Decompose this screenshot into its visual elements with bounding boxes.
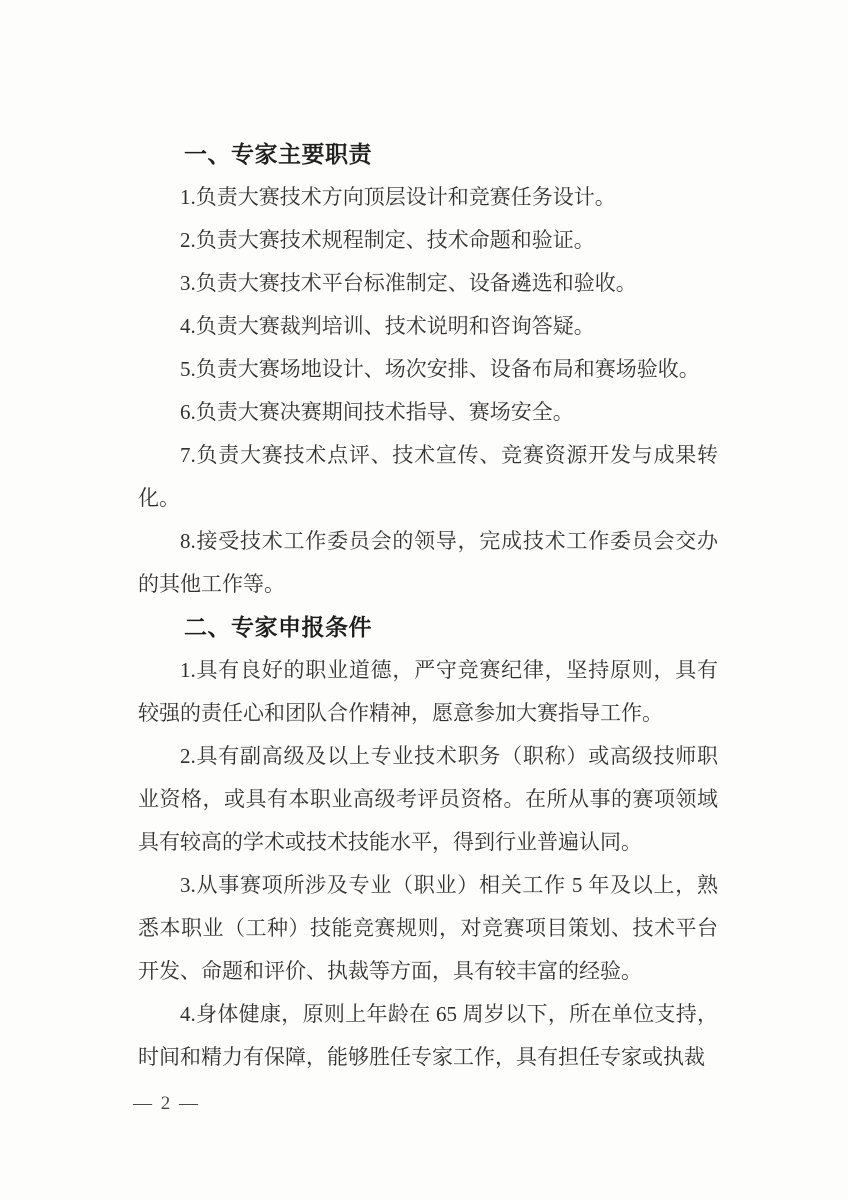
condition-item-4: 4.身体健康，原则上年龄在 65 周岁以下，所在单位支持，时间和精力有保障，能够胜任专家工作，具有担任专家或执裁 <box>138 1002 718 1069</box>
condition-item-1: 1.具有良好的职业道德，严守竞赛纪律，坚持原则，具有较强的责任心和团队合作精神，愿意参加大赛指导工作。 <box>138 658 718 725</box>
duty-item-4: 4.负责大赛裁判培训、技术说明和咨询答疑。 <box>180 314 595 338</box>
condition-item-3: 3.从事赛项所涉及专业（职业）相关工作 5 年及以上，熟悉本职业（工种）技能竞赛规则，对竞赛项目策划、技术平台开发、命题和评价、执裁等方面，具有较丰富的经验。 <box>138 873 718 983</box>
duty-item-6: 6.负责大赛决赛期间技术指导、赛场安全。 <box>180 400 574 424</box>
page-number: — 2 — <box>133 1093 200 1114</box>
section-heading-application-conditions: 二、专家申报条件 <box>184 614 372 640</box>
duty-item-1: 1.负责大赛技术方向顶层设计和竞赛任务设计。 <box>180 185 616 209</box>
duty-item-8: 8.接受技术工作委员会的领导，完成技术工作委员会交办的其他工作等。 <box>138 529 718 596</box>
duty-item-3: 3.负责大赛技术平台标准制定、设备遴选和验收。 <box>180 271 637 295</box>
duty-item-5: 5.负责大赛场地设计、场次安排、设备布局和赛场验收。 <box>180 357 700 381</box>
section-heading-main-duties: 一、专家主要职责 <box>184 141 372 167</box>
duty-item-2: 2.负责大赛技术规程制定、技术命题和验证。 <box>180 228 595 252</box>
condition-item-2: 2.具有副高级及以上专业技术职务（职称）或高级技师职业资格，或具有本职业高级考评员资格。在所从事的赛项领域具有较高的学术或技术技能水平，得到行业普遍认同。 <box>138 744 718 854</box>
duty-item-7: 7.负责大赛技术点评、技术宣传、竞赛资源开发与成果转化。 <box>138 443 718 510</box>
